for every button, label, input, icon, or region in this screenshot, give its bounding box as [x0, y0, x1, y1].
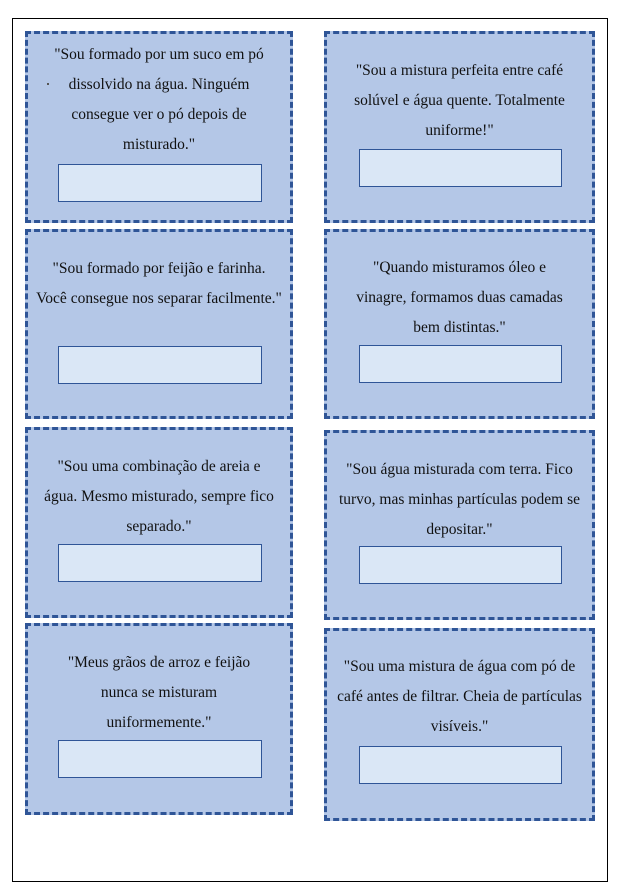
riddle-card-4	[324, 229, 595, 419]
riddle-card-8	[324, 628, 595, 821]
riddle-card-1	[25, 31, 293, 223]
riddle-text: "Meus grãos de arroz e feijão nunca se misturam uniformemente."	[67, 654, 251, 731]
riddle-text: "Sou a mistura perfeita entre café solúvel e água quente. Totalmente uniforme!"	[354, 62, 565, 139]
answer-box[interactable]	[58, 346, 262, 384]
riddle-text: "Sou formado por feijão e farinha. Você consegue nos separar facilmente."	[36, 260, 282, 307]
riddle-card-6	[324, 430, 595, 620]
riddle-text: "Sou uma mistura de água com pó de café antes de filtrar. Cheia de partículas visíveis."	[337, 658, 582, 735]
answer-box[interactable]	[58, 544, 262, 582]
stray-mark	[47, 83, 49, 85]
answer-box[interactable]	[359, 149, 562, 187]
riddle-text: "Sou formado por um suco em pó dissolvido na água. Ninguém consegue ver o pó depois de misturado."	[54, 46, 264, 153]
answer-box[interactable]	[359, 746, 562, 784]
riddle-text: "Quando misturamos óleo e vinagre, formamos duas camadas bem distintas."	[356, 259, 563, 336]
answer-box[interactable]	[58, 164, 262, 202]
answer-box[interactable]	[359, 345, 562, 383]
answer-box[interactable]	[359, 546, 562, 584]
riddle-card-2	[324, 31, 595, 223]
riddle-text: "Sou água misturada com terra. Fico turvo, mas minhas partículas podem se depositar."	[338, 461, 581, 538]
riddle-card-3	[25, 229, 293, 419]
riddle-text: "Sou uma combinação de areia e água. Mesmo misturado, sempre fico separado."	[44, 458, 274, 535]
riddle-card-7	[25, 623, 293, 815]
answer-box[interactable]	[58, 740, 262, 778]
riddle-card-5	[25, 427, 293, 618]
